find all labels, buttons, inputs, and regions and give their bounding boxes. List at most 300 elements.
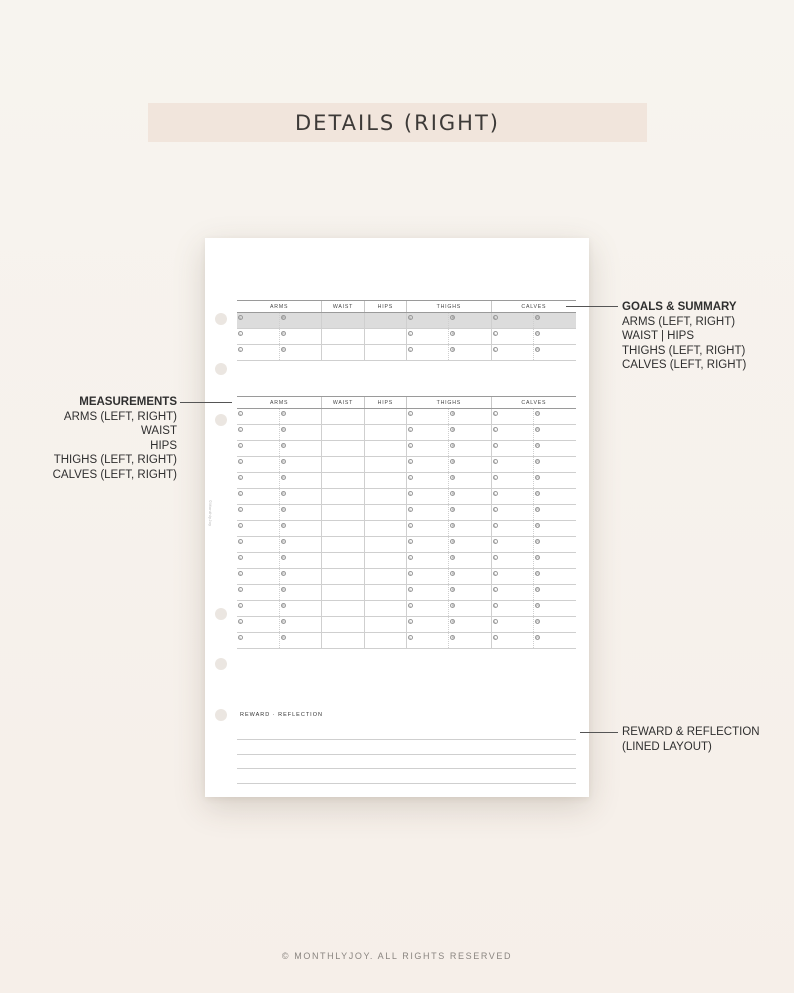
measurement-cell[interactable] (534, 425, 576, 441)
right-marker-icon: R (536, 540, 539, 544)
column-header: THIGHS (407, 397, 492, 409)
goals-line: WAIST | HIPS (622, 330, 694, 342)
measurement-cell[interactable] (534, 473, 576, 489)
left-marker-icon: L (239, 316, 242, 320)
goals-heading: GOALS & SUMMARY (622, 301, 737, 313)
measurement-cell[interactable] (322, 441, 364, 457)
left-marker-icon: L (409, 524, 412, 528)
right-marker-icon: R (282, 444, 285, 448)
goals-line: ARMS (LEFT, RIGHT) (622, 315, 736, 328)
right-marker-icon: R (282, 572, 285, 576)
table-row (237, 617, 576, 633)
measurement-cell[interactable] (237, 505, 279, 521)
measurement-cell[interactable] (364, 313, 406, 329)
right-marker-icon: R (282, 508, 285, 512)
measurement-cell[interactable] (491, 633, 533, 649)
right-marker-icon: R (451, 524, 455, 528)
measurement-cell[interactable] (407, 345, 449, 361)
measurement-cell[interactable] (534, 633, 576, 649)
left-marker-icon: L (409, 460, 412, 464)
reward-pointer-line (580, 732, 618, 733)
table-row (237, 521, 576, 537)
right-marker-icon: R (451, 636, 455, 640)
measurement-cell[interactable] (534, 569, 576, 585)
measurement-cell[interactable] (534, 585, 576, 601)
left-marker-icon: L (409, 316, 412, 320)
left-marker-icon: L (239, 556, 242, 560)
measurement-cell[interactable] (279, 345, 321, 361)
measurement-cell[interactable] (237, 553, 279, 569)
measurement-cell[interactable] (491, 313, 533, 329)
right-marker-icon: R (536, 604, 539, 608)
measurement-cell[interactable] (322, 569, 364, 585)
right-marker-icon: R (282, 332, 285, 336)
goals-annotation (622, 300, 746, 373)
table-row (237, 553, 576, 569)
measurement-cell[interactable] (237, 313, 279, 329)
measurement-cell[interactable] (407, 505, 449, 521)
measurement-cell[interactable] (322, 537, 364, 553)
right-marker-icon: R (282, 460, 285, 464)
right-marker-icon: R (536, 556, 539, 560)
measurement-cell[interactable] (279, 601, 321, 617)
measurement-cell[interactable] (449, 313, 491, 329)
measurement-cell[interactable] (407, 489, 449, 505)
left-marker-icon: L (494, 316, 497, 320)
table-row (237, 329, 576, 345)
measurement-cell[interactable] (279, 569, 321, 585)
table-row (237, 601, 576, 617)
measurement-cell[interactable] (407, 553, 449, 569)
left-marker-icon: L (239, 524, 242, 528)
right-marker-icon: R (282, 492, 285, 496)
measurement-cell[interactable] (322, 521, 364, 537)
right-marker-icon: R (282, 588, 285, 592)
table-row (237, 457, 576, 473)
measurement-cell[interactable] (364, 409, 406, 425)
measurement-cell[interactable] (534, 553, 576, 569)
right-marker-icon: R (536, 412, 539, 416)
measurement-cell[interactable] (449, 409, 491, 425)
measurement-cell[interactable] (322, 329, 364, 345)
left-marker-icon: L (409, 348, 412, 352)
measurement-cell[interactable] (237, 425, 279, 441)
left-marker-icon: L (409, 412, 412, 416)
left-marker-icon: L (494, 332, 497, 336)
left-marker-icon: L (494, 572, 497, 576)
measurement-cell[interactable] (279, 441, 321, 457)
left-marker-icon: L (494, 540, 497, 544)
measurement-cell[interactable] (491, 441, 533, 457)
right-marker-icon: R (451, 492, 455, 496)
right-marker-icon: R (451, 572, 455, 576)
measurement-cell[interactable] (491, 457, 533, 473)
left-marker-icon: L (239, 540, 242, 544)
column-header: WAIST (322, 397, 364, 409)
left-marker-icon: L (494, 412, 497, 416)
right-marker-icon: R (536, 620, 539, 624)
measurements-line: ARMS (LEFT, RIGHT) (63, 410, 177, 423)
measurement-cell[interactable] (237, 633, 279, 649)
measurement-cell[interactable] (449, 537, 491, 553)
measurement-cell[interactable] (279, 521, 321, 537)
measurement-cell[interactable] (237, 585, 279, 601)
measurement-cell[interactable] (237, 537, 279, 553)
left-marker-icon: L (494, 588, 497, 592)
measurement-cell[interactable] (491, 521, 533, 537)
left-marker-icon: L (239, 444, 242, 448)
measurement-cell[interactable] (364, 473, 406, 489)
left-marker-icon: L (409, 540, 412, 544)
left-marker-icon: L (409, 476, 412, 480)
measurement-cell[interactable] (364, 457, 406, 473)
column-header: ARMS (237, 397, 322, 409)
measurement-cell[interactable] (407, 585, 449, 601)
measurement-cell[interactable] (322, 601, 364, 617)
measurement-cell[interactable] (322, 345, 364, 361)
goals-pointer-line (566, 306, 618, 307)
binder-hole (215, 658, 227, 670)
left-marker-icon: L (239, 604, 242, 608)
left-marker-icon: L (494, 604, 497, 608)
measurement-cell[interactable] (364, 633, 406, 649)
measurement-cell[interactable] (449, 617, 491, 633)
measurement-cell[interactable] (322, 617, 364, 633)
right-marker-icon: R (536, 460, 539, 464)
measurement-cell[interactable] (491, 425, 533, 441)
left-marker-icon: L (239, 620, 242, 624)
left-marker-icon: L (409, 556, 412, 560)
left-marker-icon: L (409, 620, 412, 624)
left-marker-icon: L (239, 572, 242, 576)
right-marker-icon: R (451, 348, 455, 352)
right-marker-icon: R (451, 332, 455, 336)
left-marker-icon: L (494, 556, 497, 560)
measurement-cell[interactable] (491, 585, 533, 601)
right-marker-icon: R (451, 316, 455, 320)
measurement-cell[interactable] (322, 505, 364, 521)
measurement-cell[interactable] (407, 473, 449, 489)
right-marker-icon: R (282, 412, 285, 416)
column-header: ARMS (237, 301, 322, 313)
measurement-cell[interactable] (322, 489, 364, 505)
measurement-cell[interactable] (491, 329, 533, 345)
measurement-cell[interactable] (407, 329, 449, 345)
measurement-cell[interactable] (491, 473, 533, 489)
measurement-cell[interactable] (364, 329, 406, 345)
column-header: HIPS (364, 397, 406, 409)
right-marker-icon: R (451, 460, 455, 464)
table-row (237, 585, 576, 601)
left-marker-icon: L (239, 508, 242, 512)
measurement-cell[interactable] (407, 441, 449, 457)
measurement-cell[interactable] (322, 633, 364, 649)
table-row (237, 441, 576, 457)
right-marker-icon: R (536, 524, 539, 528)
left-marker-icon: L (494, 348, 497, 352)
measurement-cell[interactable] (449, 585, 491, 601)
measurement-cell[interactable] (534, 521, 576, 537)
measurement-cell[interactable] (322, 409, 364, 425)
measurement-cell[interactable] (449, 425, 491, 441)
left-marker-icon: L (239, 460, 242, 464)
measurement-cell[interactable] (364, 537, 406, 553)
measurement-cell[interactable] (364, 505, 406, 521)
measurements-line: WAIST (141, 425, 177, 437)
measurement-cell[interactable] (534, 617, 576, 633)
column-header: THIGHS (407, 301, 492, 313)
measurement-cell[interactable] (491, 345, 533, 361)
measurement-cell[interactable] (534, 329, 576, 345)
measurements-line: THIGHS (LEFT, RIGHT) (53, 454, 177, 466)
left-marker-icon: L (494, 524, 497, 528)
right-marker-icon: R (451, 508, 455, 512)
measurement-cell[interactable] (237, 329, 279, 345)
binder-hole (215, 313, 227, 325)
left-marker-icon: L (409, 588, 412, 592)
measurement-cell[interactable] (534, 409, 576, 425)
measurement-cell[interactable] (279, 617, 321, 633)
measurement-cell[interactable] (407, 569, 449, 585)
measurement-cell[interactable] (237, 441, 279, 457)
left-marker-icon: L (409, 508, 412, 512)
planner-page (205, 238, 589, 797)
measurement-cell[interactable] (237, 489, 279, 505)
title-band (148, 103, 647, 142)
reflection-line (237, 783, 576, 784)
measurement-cell[interactable] (279, 313, 321, 329)
right-marker-icon: R (536, 588, 539, 592)
right-marker-icon: R (536, 348, 539, 352)
measurement-cell[interactable] (279, 553, 321, 569)
table-row (237, 345, 576, 361)
measurement-cell[interactable] (449, 553, 491, 569)
measurement-cell[interactable] (491, 553, 533, 569)
left-marker-icon: L (239, 412, 242, 416)
left-marker-icon: L (494, 636, 497, 640)
measurements-line: CALVES (LEFT, RIGHT) (52, 468, 177, 481)
measurement-cell[interactable] (407, 409, 449, 425)
measurement-cell[interactable] (449, 329, 491, 345)
measurement-cell[interactable] (449, 633, 491, 649)
measurements-heading: MEASUREMENTS (79, 396, 177, 408)
measurement-cell[interactable] (364, 617, 406, 633)
left-marker-icon: L (494, 444, 497, 448)
measurement-cell[interactable] (407, 425, 449, 441)
right-marker-icon: R (282, 524, 285, 528)
measurement-cell[interactable] (534, 345, 576, 361)
measurement-cell[interactable] (237, 617, 279, 633)
right-marker-icon: R (282, 540, 285, 544)
right-marker-icon: R (536, 476, 539, 480)
table-row (237, 537, 576, 553)
measurement-cell[interactable] (449, 489, 491, 505)
measurement-cell[interactable] (237, 409, 279, 425)
page-title: DETAILS (RIGHT) (295, 110, 500, 135)
measurement-cell[interactable] (534, 489, 576, 505)
left-marker-icon: L (239, 636, 242, 640)
right-marker-icon: R (282, 556, 285, 560)
measurement-cell[interactable] (279, 457, 321, 473)
measurement-cell[interactable] (449, 601, 491, 617)
reflection-line (237, 754, 576, 755)
right-marker-icon: R (282, 636, 285, 640)
measurement-cell[interactable] (322, 585, 364, 601)
left-marker-icon: L (239, 348, 242, 352)
measurement-cell[interactable] (491, 601, 533, 617)
left-marker-icon: L (239, 588, 242, 592)
table-row (237, 473, 576, 489)
right-marker-icon: R (536, 428, 539, 432)
right-marker-icon: R (282, 604, 285, 608)
measurement-cell[interactable] (364, 569, 406, 585)
column-header: HIPS (364, 301, 406, 313)
right-marker-icon: R (451, 476, 455, 480)
watermark: ©MonthlyJoy (208, 500, 213, 527)
measurement-cell[interactable] (364, 601, 406, 617)
reflection-line (237, 768, 576, 769)
reward-line: (LINED LAYOUT) (622, 740, 712, 753)
left-marker-icon: L (239, 332, 242, 336)
measurement-cell[interactable] (407, 537, 449, 553)
measurement-cell[interactable] (407, 617, 449, 633)
table-row (237, 569, 576, 585)
right-marker-icon: R (536, 332, 539, 336)
measurement-cell[interactable] (279, 425, 321, 441)
measurement-cell[interactable] (364, 553, 406, 569)
reward-line: REWARD & REFLECTION (622, 726, 760, 738)
measurement-cell[interactable] (237, 521, 279, 537)
measurement-cell[interactable] (279, 329, 321, 345)
measurement-cell[interactable] (237, 569, 279, 585)
measurement-cell[interactable] (364, 521, 406, 537)
measurement-cell[interactable] (237, 457, 279, 473)
right-marker-icon: R (282, 348, 285, 352)
measurement-cell[interactable] (491, 505, 533, 521)
measurement-cell[interactable] (279, 473, 321, 489)
measurement-cell[interactable] (279, 633, 321, 649)
measurement-cell[interactable] (364, 585, 406, 601)
measurement-cell[interactable] (364, 345, 406, 361)
right-marker-icon: R (536, 492, 539, 496)
measurement-cell[interactable] (322, 553, 364, 569)
goals-summary-table (237, 300, 576, 361)
measurement-cell[interactable] (534, 313, 576, 329)
measurement-cell[interactable] (407, 633, 449, 649)
measurement-cell[interactable] (364, 489, 406, 505)
right-marker-icon: R (451, 444, 455, 448)
measurement-cell[interactable] (364, 441, 406, 457)
measurement-cell[interactable] (237, 473, 279, 489)
measurement-cell[interactable] (407, 521, 449, 537)
left-marker-icon: L (494, 476, 497, 480)
measurement-cell[interactable] (279, 585, 321, 601)
measurement-cell[interactable] (534, 441, 576, 457)
right-marker-icon: R (451, 588, 455, 592)
measurement-cell[interactable] (322, 457, 364, 473)
measurement-cell[interactable] (449, 473, 491, 489)
measurement-cell[interactable] (449, 441, 491, 457)
measurement-cell[interactable] (449, 457, 491, 473)
measurement-cell[interactable] (449, 521, 491, 537)
measurements-line: HIPS (150, 439, 177, 452)
measurement-cell[interactable] (237, 345, 279, 361)
measurement-cell[interactable] (407, 313, 449, 329)
left-marker-icon: L (409, 636, 412, 640)
right-marker-icon: R (282, 316, 285, 320)
binder-hole (215, 414, 227, 426)
right-marker-icon: R (536, 508, 539, 512)
measurement-cell[interactable] (279, 409, 321, 425)
measurement-cell[interactable] (491, 617, 533, 633)
measurement-cell[interactable] (279, 505, 321, 521)
measurement-cell[interactable] (534, 457, 576, 473)
right-marker-icon: R (451, 412, 455, 416)
binder-hole (215, 363, 227, 375)
right-marker-icon: R (536, 572, 539, 576)
column-header: CALVES (491, 301, 576, 313)
measurement-cell[interactable] (534, 537, 576, 553)
left-marker-icon: L (494, 508, 497, 512)
measurements-table (237, 396, 576, 649)
right-marker-icon: R (451, 620, 455, 624)
measurement-cell[interactable] (449, 345, 491, 361)
measurement-cell[interactable] (407, 601, 449, 617)
binder-hole (215, 608, 227, 620)
measurement-cell[interactable] (449, 569, 491, 585)
right-marker-icon: R (451, 428, 455, 432)
left-marker-icon: L (409, 492, 412, 496)
measurement-cell[interactable] (491, 569, 533, 585)
right-marker-icon: R (282, 428, 285, 432)
left-marker-icon: L (239, 428, 242, 432)
measurement-cell[interactable] (322, 473, 364, 489)
left-marker-icon: L (409, 332, 412, 336)
goals-line: CALVES (LEFT, RIGHT) (622, 359, 747, 371)
table-row (237, 313, 576, 329)
right-marker-icon: R (282, 476, 285, 480)
measurement-cell[interactable] (322, 313, 364, 329)
left-marker-icon: L (409, 572, 412, 576)
measurements-pointer-line (180, 402, 232, 403)
measurement-cell[interactable] (491, 489, 533, 505)
table-row (237, 633, 576, 649)
measurement-cell[interactable] (534, 505, 576, 521)
measurement-cell[interactable] (364, 425, 406, 441)
left-marker-icon: L (409, 428, 412, 432)
measurement-cell[interactable] (279, 489, 321, 505)
right-marker-icon: R (451, 556, 455, 560)
left-marker-icon: L (239, 476, 242, 480)
reward-annotation (622, 725, 760, 754)
right-marker-icon: R (451, 540, 455, 544)
measurement-cell[interactable] (407, 457, 449, 473)
table-row (237, 425, 576, 441)
measurement-cell[interactable] (491, 537, 533, 553)
measurement-cell[interactable] (237, 601, 279, 617)
reflection-line (237, 739, 576, 740)
table-row (237, 489, 576, 505)
measurement-cell[interactable] (322, 425, 364, 441)
left-marker-icon: L (494, 460, 497, 464)
measurement-cell[interactable] (449, 505, 491, 521)
measurement-cell[interactable] (279, 537, 321, 553)
measurement-cell[interactable] (534, 601, 576, 617)
right-marker-icon: R (536, 636, 539, 640)
left-marker-icon: L (239, 492, 242, 496)
measurement-cell[interactable] (491, 409, 533, 425)
left-marker-icon: L (494, 492, 497, 496)
